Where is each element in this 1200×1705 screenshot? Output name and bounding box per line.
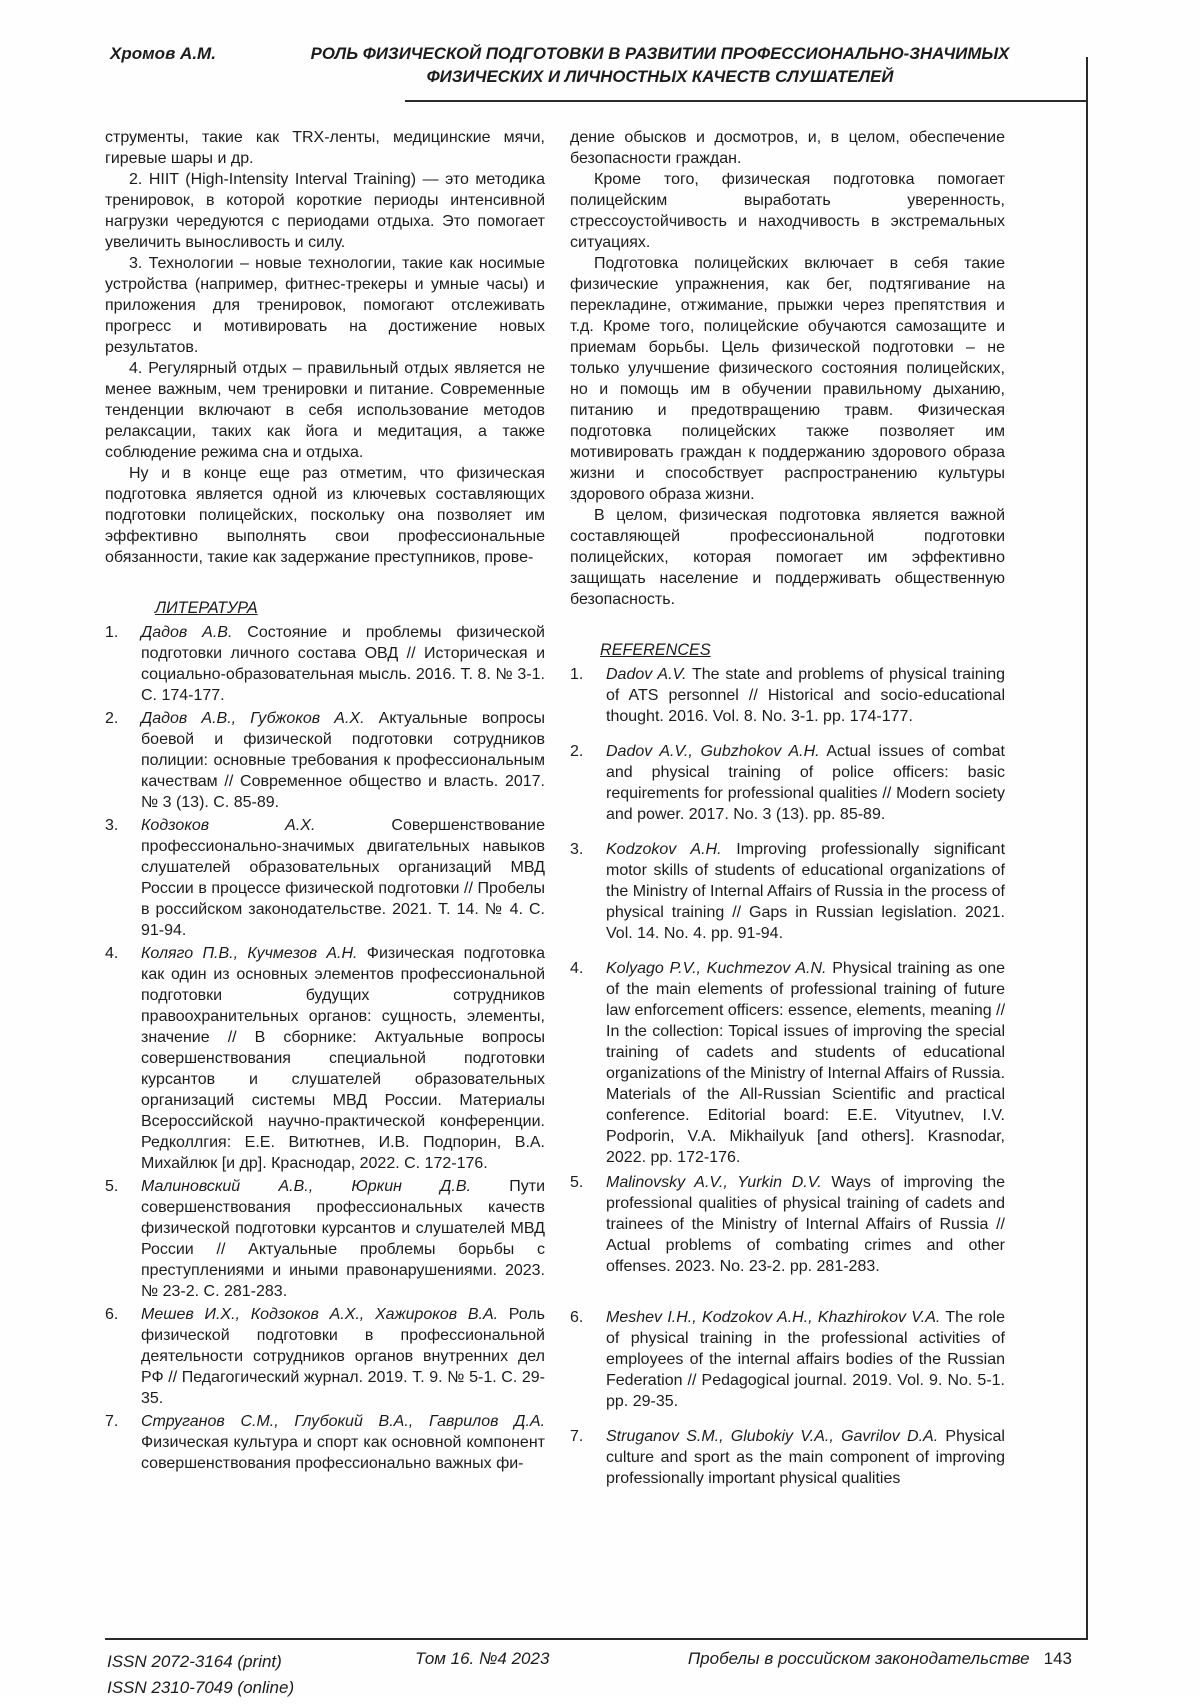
paragraph: Ну и в конце еще раз отметим, что физическая подготовка является одной из ключевых составляющих подготовки полицейских, поскольку она позволяет им эффективно выполнять свои профессиональные обязанности, такие как задержание преступников, прове-	[105, 465, 545, 566]
paragraph: 3. Технологии – новые технологии, такие как носимые устройства (например, фитнес-трекеры и умные часы) и приложения для тренировок, помогают отслеживать прогресс и мотивировать на достижение новых результатов.	[105, 255, 545, 356]
reference-authors: Мешев И.Х., Кодзоков А.Х., Хажироков В.А.	[141, 1306, 499, 1323]
paragraph: дение обысков и досмотров, и, в целом, обеспечение безопасности граждан.	[570, 129, 1005, 167]
reference-text: Актуальные вопросы боевой и физической подготовки сотрудников полиции: основные требования к профессиональным качествам // Современное общество и власть. 2017. № 3 (13). С. 85-89.	[141, 710, 546, 811]
two-column-body	[105, 127, 1005, 1503]
reference-item	[105, 1304, 545, 1409]
reference-text: Пути совершенствования профессиональных качеств физической подготовки курсантов и слушателей МВД России // Актуальные проблемы борьбы с преступлениями и иными правонарушениями. 2023. № 23-2. С. 281-283.	[141, 1178, 545, 1300]
reference-authors: Kodzokov A.H.	[606, 841, 722, 858]
footer-journal	[688, 1649, 1072, 1669]
reference-authors: Коляго П.В., Кучмезов А.Н.	[141, 945, 358, 962]
reference-authors: Малиновский А.В., Юркин Д.В.	[141, 1178, 471, 1195]
reference-authors: Meshev I.H., Kodzokov A.H., Khazhirokov V.A.	[606, 1309, 941, 1326]
footer-row	[105, 1649, 1086, 1705]
reference-text: Physical training as one of the main elements of professional training of future law enforcement officers: essence, elements, meaning // In the collection: Topical issues of improving the special training of cadets and students of educational organizations of the Ministry of Internal Affairs of Russia. Materials of the All-Russian Scientific and practical conference. Editorial board: E.E. Vityutnev, I.V. Podporin, V.A. Mikhailyuk [and others]. Krasnodar, 2022. pp. 172-176.	[606, 960, 1006, 1166]
paragraph: Кроме того, физическая подготовка помогает полицейским выработать уверенность, стрессоустойчивость и находчивость в экстремальных ситуациях.	[570, 171, 1005, 251]
reference-authors: Dadov A.V.	[606, 666, 687, 683]
footer-volume: Том 16. №4 2023	[415, 1648, 550, 1668]
reference-text: Improving professionally significant motor skills of students of educational organizations of the Ministry of Internal Affairs of Russia in the process of physical training // Gaps in Russian legislation. 2021. Vol. 14. No. 4. pp. 91-94.	[606, 841, 1006, 942]
footer-divider	[105, 1638, 1086, 1640]
header-divider	[405, 100, 1087, 102]
reference-item	[570, 1307, 1005, 1412]
header-author-name: Хромов А.М.	[110, 44, 216, 63]
paragraph: 4. Регулярный отдых – правильный отдых является не менее важным, чем тренировки и питание. Современные тенденции включают в себя использование методов релаксации, таких как йога и медитация, а также соблюдение режима сна и отдыха.	[105, 360, 545, 461]
reference-text: Состояние и проблемы физической подготовки личного состава ОВД // Историческая и социально-образовательная мысль. 2016. Т. 8. № 3-1. С. 174-177.	[141, 624, 545, 704]
reference-item	[105, 1411, 545, 1474]
reference-authors: Дадов А.В., Губжоков А.Х.	[141, 710, 365, 727]
footer	[105, 1638, 1086, 1705]
reference-item	[105, 943, 545, 1174]
reference-text: Ways of improving the professional qualities of physical training of cadets and trainees of the Ministry of Internal Affairs of Russia // Actual problems of combating crimes and other offenses. 2023. No. 23-2. pp. 281-283.	[606, 1174, 1006, 1275]
reference-number: 3.	[570, 841, 584, 858]
reference-item	[570, 958, 1005, 1168]
references-list-en	[570, 664, 1005, 1489]
reference-authors: Malinovsky A.V., Yurkin D.V.	[606, 1174, 822, 1191]
reference-number: 6.	[570, 1309, 584, 1326]
footer-issn-block	[107, 1649, 294, 1701]
reference-number: 1.	[570, 666, 584, 683]
right-margin-rule	[1086, 57, 1088, 1640]
section-title-references: REFERENCES	[600, 641, 711, 659]
reference-text: Совершенствование профессионально-значимых двигательных навыков слушателей образовательных организаций МВД России в процессе физической подготовки // Пробелы в российском законодательстве. 2021. Т. 14. № 4. С. 91-94.	[141, 817, 545, 939]
reference-number: 3.	[105, 817, 119, 834]
paragraph: Подготовка полицейских включает в себя такие физические упражнения, как бег, подтягивание на перекладине, отжимание, прыжки через препятствия и т.д. Кроме того, полицейские обучаются самозащите и приемам борьбы. Цель физической подготовки – не только улучшение физического состояния полицейских, но и помощь им в обучении правильному дыханию, питанию и предотвращению травм. Физическая подготовка полицейских также позволяет им мотивировать граждан к поддержанию здорового образа жизни и способствует распространению культуры здорового образа жизни.	[570, 255, 1005, 503]
reference-item	[105, 708, 545, 813]
issn-online: ISSN 2310-7049 (online)	[107, 1677, 295, 1697]
reference-text: Physical culture and sport as the main component of improving professionally important physical qualities	[606, 1428, 1005, 1487]
reference-authors: Кодзоков А.Х.	[141, 817, 316, 834]
right-column	[570, 127, 1005, 1503]
reference-text: Физическая культура и спорт как основной компонент совершенствования профессионально важных фи-	[141, 1434, 545, 1472]
page-title-line1: РОЛЬ ФИЗИЧЕСКОЙ ПОДГОТОВКИ В РАЗВИТИИ ПРОФЕССИОНАЛЬНО-ЗНАЧИМЫХ	[310, 44, 1010, 63]
reference-item	[570, 1172, 1005, 1277]
reference-item	[105, 622, 545, 706]
reference-item	[105, 815, 545, 941]
reference-number: 1.	[105, 624, 119, 641]
reference-text: The role of physical training in the professional activities of employees of the internal affairs bodies of the Russian Federation // Pedagogical journal. 2019. Vol. 9. No. 5-1. pp. 29-35.	[606, 1309, 1005, 1410]
journal-name: Пробелы в российском законодательстве	[687, 1648, 1030, 1668]
reference-authors: Дадов А.В.	[141, 624, 233, 641]
reference-authors: Струганов С.М., Глубокий В.А., Гаврилов Д.А.	[141, 1413, 545, 1430]
paragraph: струменты, такие как TRX-ленты, медицинские мячи, гиревые шары и др.	[105, 129, 545, 167]
reference-number: 6.	[105, 1306, 119, 1323]
reference-item	[570, 741, 1005, 825]
reference-number: 4.	[570, 960, 584, 977]
left-column	[105, 127, 545, 1503]
references-list-ru	[105, 622, 545, 1474]
reference-authors: Dadov A.V., Gubzhokov A.H.	[606, 743, 820, 760]
reference-number: 7.	[570, 1428, 584, 1445]
reference-authors: Struganov S.M., Glubokiy V.A., Gavrilov D.A.	[606, 1428, 939, 1445]
reference-item	[570, 1426, 1005, 1489]
page-number: 143	[1043, 1648, 1072, 1668]
reference-text: Actual issues of combat and physical training of police officers: basic requirements for professional qualities // Modern society and power. 2017. No. 3 (13). pp. 85-89.	[606, 743, 1006, 823]
reference-number: 5.	[105, 1178, 119, 1195]
page-title	[300, 42, 1020, 88]
paragraph: 2. HIIT (High-Intensity Interval Training) — это методика тренировок, в которой короткие периоды интенсивной нагрузки чередуются с периодами отдыха. Это помогает увеличить выносливость и силу.	[105, 171, 545, 251]
paragraph: В целом, физическая подготовка является важной составляющей профессиональной подготовки полицейских, которая помогает им эффективно защищать население и поддерживать общественную безопасность.	[570, 507, 1005, 608]
section-title-literatura: ЛИТЕРАТУРА	[155, 599, 258, 617]
reference-number: 5.	[570, 1174, 584, 1191]
reference-text: Роль физической подготовки в профессиональной деятельности сотрудников органов внутренних дел РФ // Педагогический журнал. 2019. Т. 9. № 5-1. С. 29-35.	[141, 1306, 545, 1407]
reference-item	[105, 1176, 545, 1302]
reference-authors: Kolyago P.V., Kuchmezov A.N.	[606, 960, 827, 977]
issn-print: ISSN 2072-3164 (print)	[107, 1651, 282, 1671]
reference-item	[570, 664, 1005, 727]
reference-number: 4.	[105, 945, 119, 962]
reference-number: 7.	[105, 1413, 119, 1430]
reference-item	[570, 839, 1005, 944]
reference-number: 2.	[105, 710, 119, 727]
reference-text: The state and problems of physical training of ATS personnel // Historical and socio-educational thought. 2016. Vol. 8. No. 3-1. pp. 174-177.	[606, 666, 1005, 725]
reference-text: Физическая подготовка как один из основных элементов профессиональной подготовки будущих сотрудников правоохранительных органов: сущность, элементы, значение // В сборнике: Актуальные вопросы совершенствования специальной подготовки курсантов и слушателей образовательных организаций системы МВД России. Материалы Всероссийской научно-практической конференции. Редколлгия: Е.Е. Витютнев, И.В. Подпорин, В.А. Михайлюк [и др]. Краснодар, 2022. С. 172-176.	[141, 945, 545, 1172]
page-title-line2: ФИЗИЧЕСКИХ И ЛИЧНОСТНЫХ КАЧЕСТВ СЛУШАТЕЛЕЙ	[426, 67, 894, 86]
reference-number: 2.	[570, 743, 584, 760]
